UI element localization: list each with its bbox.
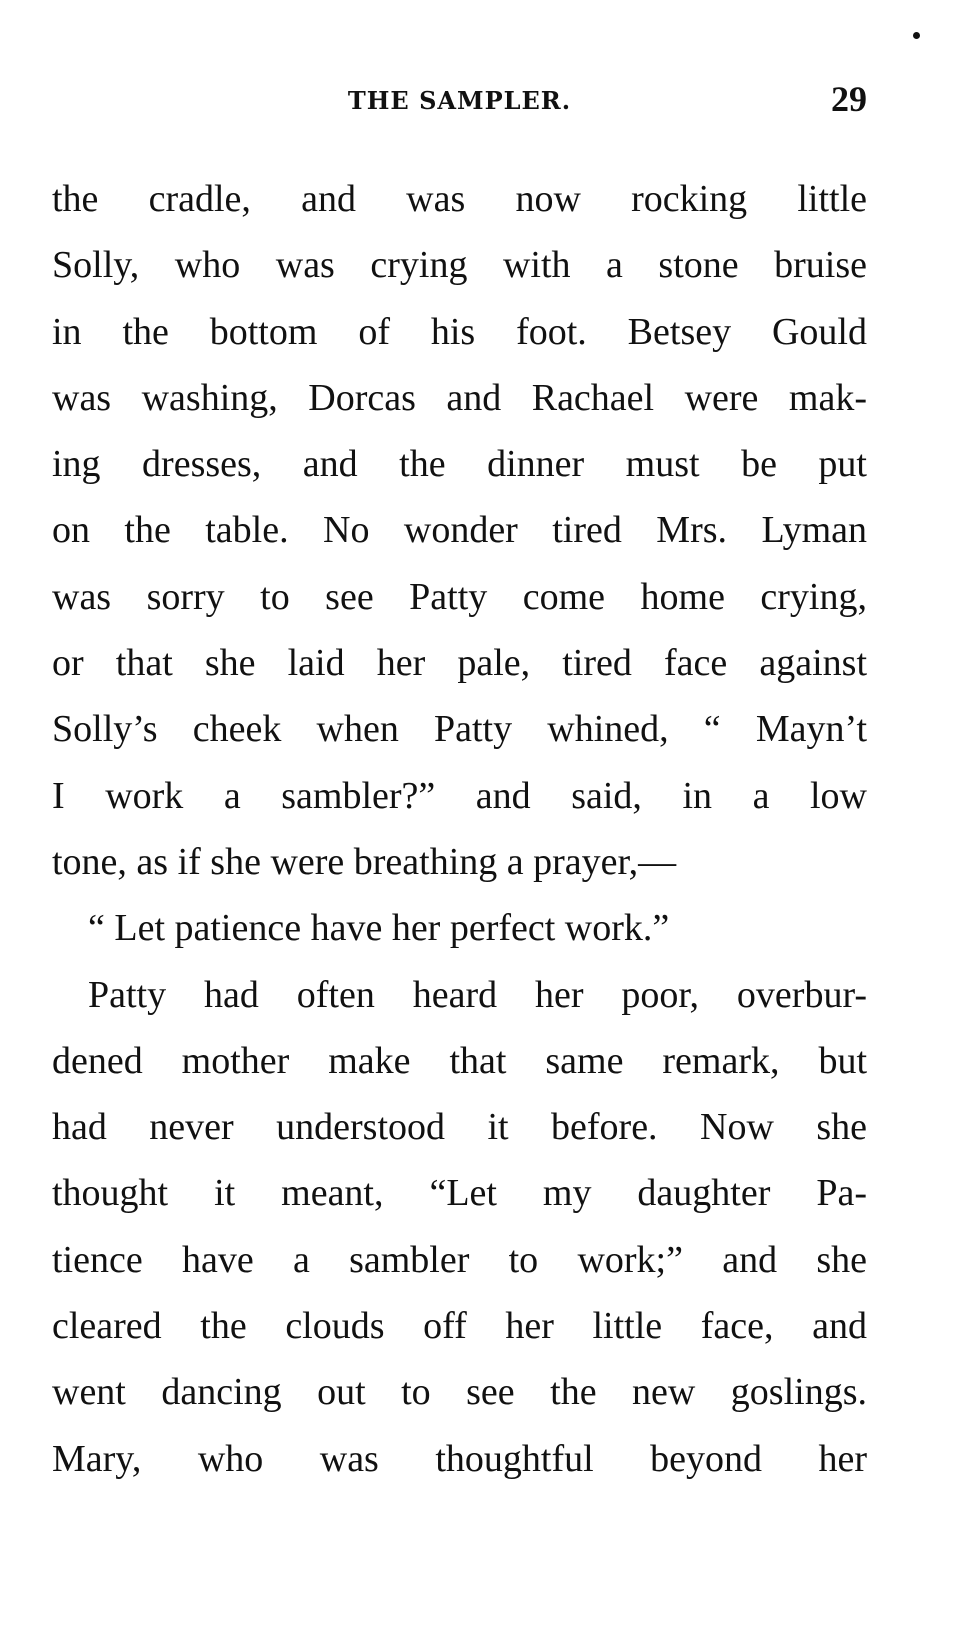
page-number: 29	[831, 79, 867, 119]
ink-speck	[913, 32, 920, 39]
text-line: Solly, who was crying with a stone bruise	[52, 244, 867, 287]
text-line: had never understood it before. Now she	[52, 1106, 867, 1149]
text-line: Mary, who was thoughtful beyond her	[52, 1437, 867, 1480]
text-line: cleared the clouds off her little face, and	[52, 1305, 867, 1348]
running-title: THE SAMPLER.	[347, 86, 572, 115]
text-line: I work a sambler?” and said, in a low	[52, 774, 867, 817]
text-line: in the bottom of his foot. Betsey Gould	[52, 310, 867, 353]
text-line: on the table. No wonder tired Mrs. Lyman	[52, 509, 867, 552]
running-head	[52, 78, 867, 118]
text-line: or that she laid her pale, tired face against	[52, 642, 867, 685]
text-line: ing dresses, and the dinner must be put	[52, 443, 867, 486]
text-line: was washing, Dorcas and Rachael were mak-	[52, 376, 867, 419]
text-line: was sorry to see Patty come home crying,	[52, 575, 867, 618]
text-line: dened mother make that same remark, but	[52, 1039, 867, 1082]
body-text	[52, 166, 867, 1492]
text-line: tience have a sambler to work;” and she	[52, 1238, 867, 1281]
text-line: Solly’s cheek when Patty whined, “ Mayn’t	[52, 708, 867, 751]
paragraph-start-line: Patty had often heard her poor, overbur-	[88, 973, 867, 1016]
text-line: thought it meant, “Let my daughter Pa-	[52, 1172, 867, 1215]
quote-line: “ Let patience have her perfect work.”	[88, 907, 670, 950]
text-line: tone, as if she were breathing a prayer,—	[52, 840, 677, 883]
text-line: went dancing out to see the new goslings.	[52, 1371, 867, 1414]
text-line: the cradle, and was now rocking little	[52, 178, 867, 220]
